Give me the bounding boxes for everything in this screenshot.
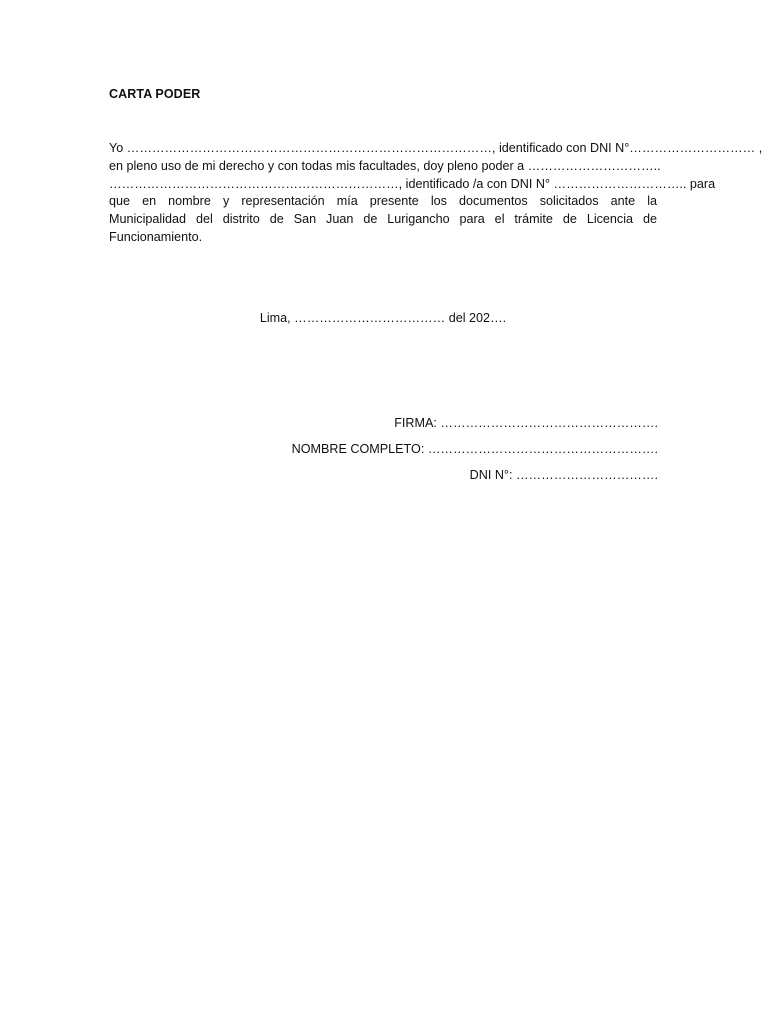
paragraph-line-4: que en nombre y representación mía presente los documentos solicitados ante la	[109, 194, 657, 209]
paragraph-line-2: en pleno uso de mi derecho y con todas mis facultades, doy pleno poder a …………………………..	[109, 158, 661, 173]
paragraph-line-1: Yo ……………………………………………………………………………, identificado con DNI N°………………………… ,	[109, 141, 763, 155]
signature-firma-line: FIRMA: …………………………………………….	[394, 416, 658, 430]
signature-dni-line: DNI N°: …………………………….	[469, 468, 658, 482]
signature-name-line: NOMBRE COMPLETO: ……………………………………………….	[291, 442, 658, 456]
date-line: Lima, ……………………………… del 202….	[259, 311, 507, 325]
paragraph-line-3: ……………………………………………………………, identificado /a con DNI N° ………………………….. para	[109, 176, 716, 191]
power-of-attorney-paragraph	[109, 140, 763, 247]
paragraph-line-6: Funcionamiento.	[109, 229, 203, 244]
paragraph-line-5: Municipalidad del distrito de San Juan de Lurigancho para el trámite de Licencia de	[109, 212, 657, 227]
document-title: CARTA PODER	[109, 87, 201, 101]
